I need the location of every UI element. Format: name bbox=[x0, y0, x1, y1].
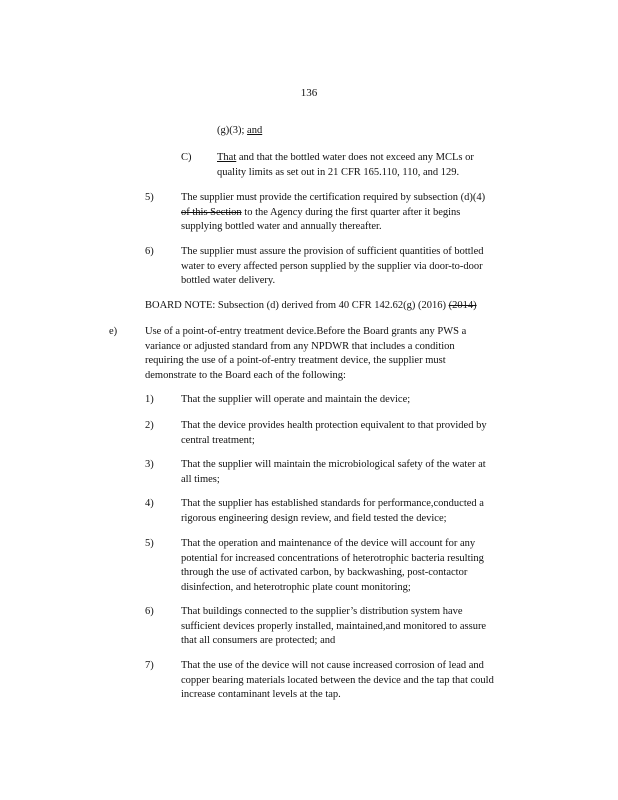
item-e-label: e) bbox=[109, 326, 118, 337]
item-e4-label: 4) bbox=[145, 498, 154, 509]
item-5-label: 5) bbox=[145, 192, 154, 203]
item-e-line4: demonstrate to the Board each of the following: bbox=[145, 369, 346, 381]
item-e3-label: 3) bbox=[145, 459, 154, 470]
board-note-text: BOARD NOTE: Subsection (d) derived from 40 CFR 142.62(g) (2016) bbox=[145, 300, 446, 311]
item-g3-continuation bbox=[217, 124, 262, 139]
item-6-line2: water to every affected person supplied by the supplier via door-to-door bbox=[181, 260, 483, 272]
item-e2-line1: That the device provides health protection equivalent to that provided by bbox=[181, 420, 487, 431]
g3-and-inserted: and bbox=[247, 125, 263, 136]
page-number: 136 bbox=[300, 87, 318, 99]
item-e5-line3: through the use of activated carbon, by backwashing, post-contactor bbox=[181, 567, 468, 578]
item-5-body bbox=[181, 191, 527, 235]
item-e3-body bbox=[181, 458, 531, 487]
item-e1-body bbox=[181, 393, 531, 408]
item-C-line2: quality limits as set out in 21 CFR 165.110, 110, and 129. bbox=[217, 166, 460, 178]
item-e1-label: 1) bbox=[145, 394, 154, 405]
item-e6-line2: sufficient devices properly installed, maintained,and monitored to assure bbox=[181, 620, 487, 632]
item-5-struck: of this Section bbox=[181, 206, 242, 218]
item-e-line2: variance or adjusted standard from any NPDWR that includes a condition bbox=[145, 340, 455, 352]
item-C-inserted: That bbox=[217, 152, 237, 163]
item-e2-line2: central treatment; bbox=[181, 434, 255, 446]
item-e6-line1: That buildings connected to the supplier’s distribution system have bbox=[181, 606, 463, 617]
item-e1-line1: That the supplier will operate and maintain the device; bbox=[181, 394, 411, 405]
item-5-line1: The supplier must provide the certification required by subsection (d)(4) bbox=[181, 192, 486, 203]
item-e5-label: 5) bbox=[145, 538, 154, 549]
item-e-line3: requiring the use of a point-of-entry treatment device, the supplier must bbox=[145, 355, 446, 366]
item-e4-body bbox=[181, 497, 531, 526]
item-e6-body bbox=[181, 605, 527, 649]
item-e-body bbox=[145, 325, 515, 383]
item-C-label: C) bbox=[181, 152, 192, 163]
item-C-line1: and that the bottled water does not exceed any MCLs or bbox=[238, 152, 474, 163]
board-note bbox=[145, 299, 477, 314]
item-e7-body bbox=[181, 659, 536, 703]
item-5-line3: supplying bottled water and annually thereafter. bbox=[181, 221, 382, 232]
item-e3-line2: all times; bbox=[181, 473, 220, 485]
item-e7-label: 7) bbox=[145, 660, 154, 671]
item-6-label: 6) bbox=[145, 246, 154, 257]
board-note-struck: (2014) bbox=[448, 300, 477, 311]
item-e6-line3: that all consumers are protected; and bbox=[181, 635, 336, 646]
item-e7-line1: That the use of the device will not cause increased corrosion of lead and bbox=[181, 660, 484, 671]
item-6-body bbox=[181, 245, 527, 289]
item-e7-line2: copper bearing materials located between the device and the tap that could bbox=[181, 674, 494, 686]
item-5-line2: to the Agency during the first quarter after it begins bbox=[244, 206, 461, 218]
item-e5-body bbox=[181, 537, 521, 595]
item-e7-line3: increase contaminant levels at the tap. bbox=[181, 689, 341, 700]
item-e-line1: Use of a point-of-entry treatment device.Before the Board grants any PWS a bbox=[145, 326, 467, 337]
item-e5-line2: potential for increased concentrations of heterotrophic bacteria resulting bbox=[181, 552, 484, 564]
item-e2-label: 2) bbox=[145, 420, 154, 431]
item-6-line3: bottled water delivery. bbox=[181, 275, 276, 286]
item-e2-body bbox=[181, 419, 531, 448]
item-e4-line1: That the supplier has established standards for performance,conducted a bbox=[181, 498, 484, 509]
item-e3-line1: That the supplier will maintain the microbiological safety of the water at bbox=[181, 459, 486, 470]
item-e4-line2: rigorous engineering design review, and field tested the device; bbox=[181, 512, 447, 524]
item-e5-line4: disinfection, and heterotrophic plate count monitoring; bbox=[181, 581, 411, 593]
item-C-body bbox=[217, 151, 513, 180]
item-e6-label: 6) bbox=[145, 606, 154, 617]
item-e5-line1: That the operation and maintenance of the device will account for any bbox=[181, 538, 476, 549]
g3-text: (g)(3); bbox=[217, 125, 245, 136]
item-6-line1: The supplier must assure the provision of sufficient quantities of bottled bbox=[181, 246, 484, 257]
